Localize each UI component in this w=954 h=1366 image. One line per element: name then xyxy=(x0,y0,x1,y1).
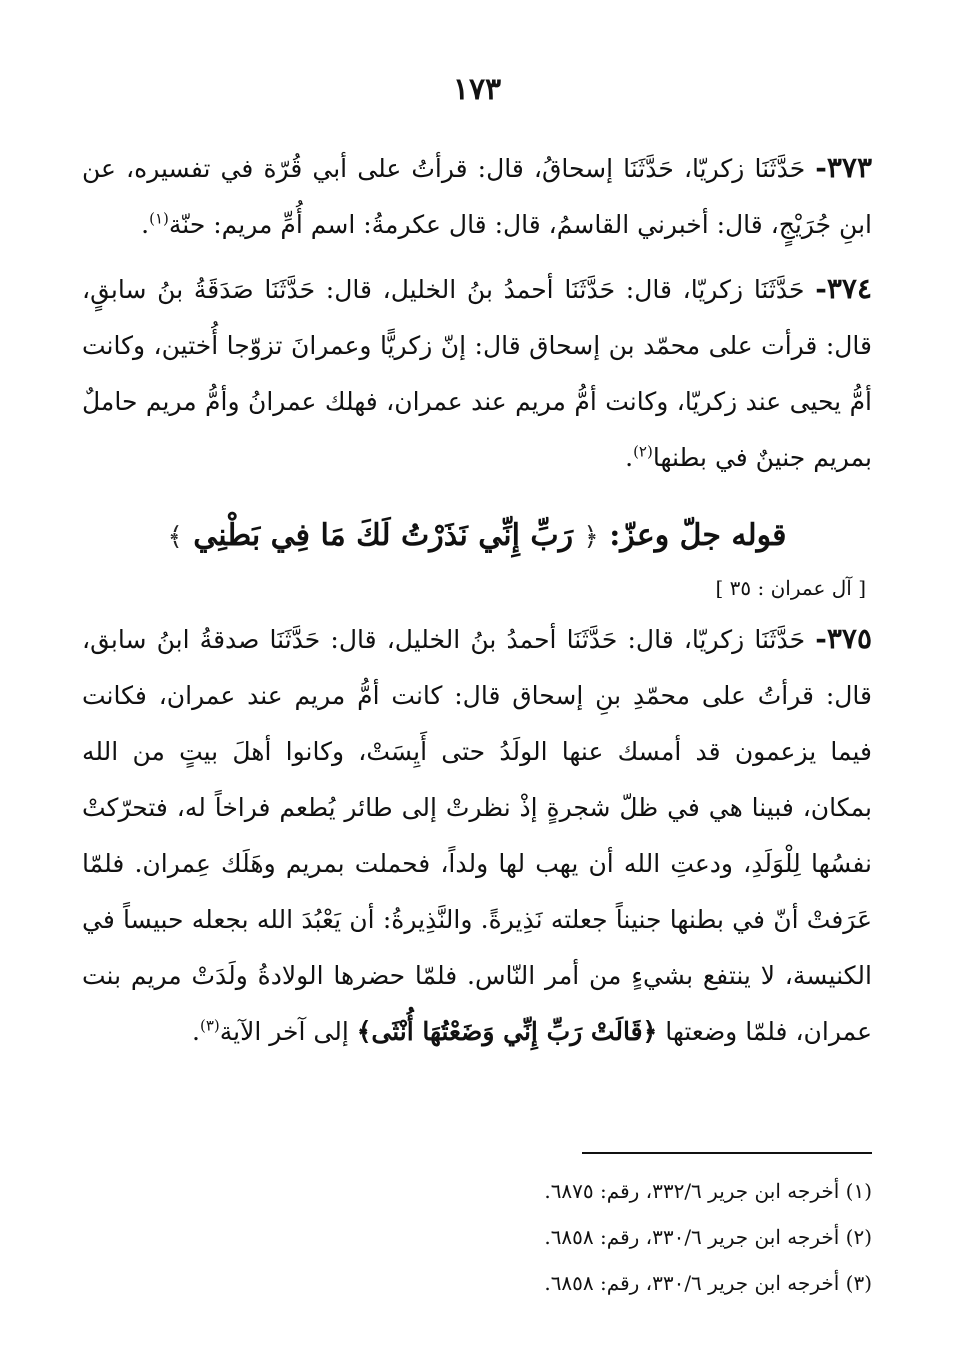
footnote-ref[interactable]: (٣) xyxy=(199,1016,220,1035)
paragraph-text: حَدَّثَنَا زكريّا، حَدَّثَنَا إسحاقُ، قال: قرأتُ على أبي قُرّة في تفسيره، عن ابنِ جُرَيْجٍ، قال: أخبرني القاسمُ، قال: قال عكرمةُ: اسم أُمِّ مريم: حنّة xyxy=(82,154,872,239)
paragraph-373 xyxy=(82,140,872,253)
footnote-3: (٣) أخرجه ابن جرير ٣٣٠/٦، رقم: ٦٨٥٨. xyxy=(544,1271,872,1295)
page-number: ١٧٣ xyxy=(452,72,502,107)
footnote-1: (١) أخرجه ابن جرير ٣٣٢/٦، رقم: ٦٨٧٥. xyxy=(544,1179,872,1203)
hadith-number: ٣٧٣- xyxy=(815,151,872,184)
paragraph-end: . xyxy=(192,1017,200,1046)
footnote-divider xyxy=(582,1152,872,1154)
paragraph-374 xyxy=(82,261,872,486)
quran-quote: ﴿قَالَتْ رَبِّ إِنِّي وَضَعْتُهَا أُنْثَى﴾ xyxy=(356,1017,658,1046)
ornate-bracket-close: ﴾ xyxy=(167,522,183,552)
ornate-bracket-open: ﴿ xyxy=(583,522,599,552)
paragraph-end: . xyxy=(625,443,634,472)
paragraph-end: . xyxy=(141,210,150,239)
paragraph-after: إلى آخر الآية xyxy=(219,1017,357,1046)
heading-lead: قوله جلّ وعزّ: xyxy=(598,518,787,553)
paragraph-375 xyxy=(82,611,872,1060)
paragraph-text: حَدَّثَنَا زكريّا، قال: حَدَّثَنَا أحمدُ بنُ الخليل، قال: حَدَّثَنَا صَدَقَةُ بنُ سابقٍ، قال: قرأت على محمّد بن إسحاق قال: إنّ زكريًّا وعمرانَ تزوّجا أُختين، وكانت أمُّ يحيى عند زكريّا، وكانت أمُّ مريم عند عمران، فهلك عمرانُ وأمُّ مريم حاملٌ بمريم جنينٌ في بطنها xyxy=(82,275,873,472)
footnotes xyxy=(82,1168,872,1306)
paragraph-text: حَدَّثَنَا زكريّا، قال: حَدَّثَنَا أحمدُ بنُ الخليل، قال: حَدَّثَنَا صدقةُ ابنُ سابق، قال: قرأتُ على محمّدِ بنِ إسحاق قال: كانت أمُّ مريم عند عمران، فكانت فيما يزعمون قد أمسك عنها الولَدُ حتى أَيِسَتْ، وكانوا أهلَ بيتٍ من الله بمكان، فبينا هي في ظلّ شجرةٍ إذْ نظرتْ إلى طائر يُطعم فراخاً له، فتحرّكتْ نفسُها لِلْوَلَدِ، ودعتِ الله أن يهب لها ولداً، فحملت بمريم وهَلَك عِمران. فلمّا عَرَفتْ أنّ في بطنها جنيناً جعلته نَذِيرةً. والنَّذِيرةُ: أن يَعْبُدَ الله بجعله حبيساً في الكنيسة، لا ينتفع بشيءٍ من أمر النّاس. فلمّا حضرها الولادةُ ولَدَتْ مريم بنت عمران، فلمّا وضعتها xyxy=(82,625,872,1046)
footnote-ref[interactable]: (٢) xyxy=(633,442,653,461)
footnote-2: (٢) أخرجه ابن جرير ٣٣٠/٦، رقم: ٦٨٥٨. xyxy=(544,1225,872,1249)
hadith-number: ٣٧٥- xyxy=(815,622,872,655)
heading-verse: رَبِّ إِنِّي نَذَرْتُ لَكَ مَا فِي بَطْنِي xyxy=(182,518,584,553)
main-text xyxy=(82,140,872,1068)
verse-citation: [ آل عمران : ٣٥ ] xyxy=(715,576,866,600)
section-heading xyxy=(82,508,872,565)
footnote-ref[interactable]: (١) xyxy=(149,209,169,228)
hadith-number: ٣٧٤- xyxy=(815,272,872,305)
